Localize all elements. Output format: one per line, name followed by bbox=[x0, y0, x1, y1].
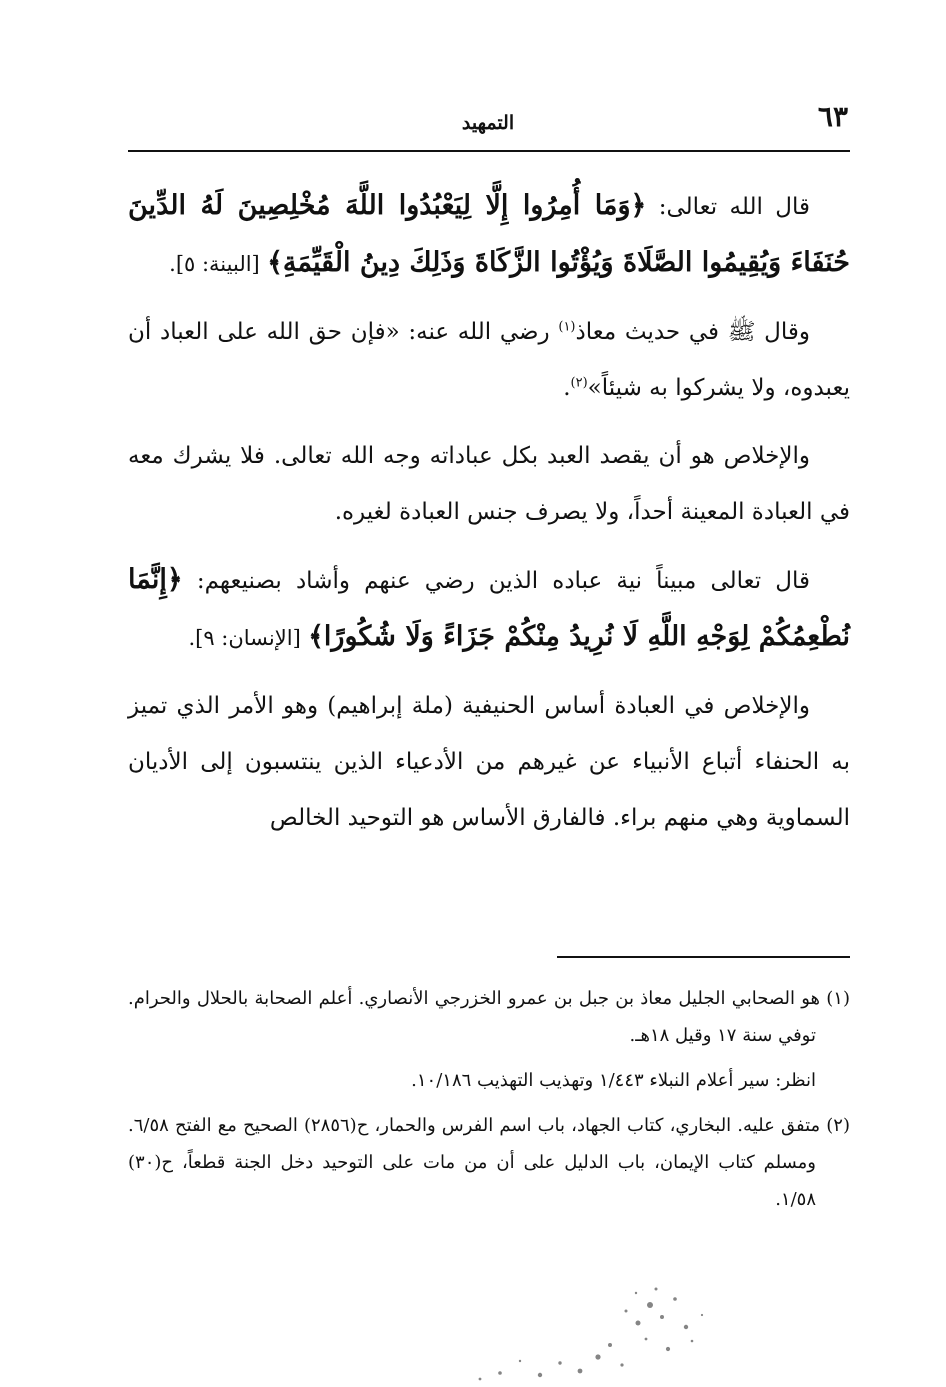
body-text bbox=[128, 178, 850, 858]
footnote-marker-1: (١) bbox=[558, 319, 576, 335]
footnote-1: (١) هو الصحابي الجليل معاذ بن جبل بن عمرو الخزرجي الأنصاري. أعلم الصحابة بالحلال والحرام. توفي سنة ١٧ وقيل ١٨هـ. bbox=[128, 988, 850, 1046]
paragraph-4 bbox=[128, 552, 850, 666]
scan-speckle-artifact bbox=[440, 1275, 760, 1387]
running-title: التمهيد bbox=[461, 112, 515, 134]
page-number: ٦٣ bbox=[817, 100, 848, 133]
footnotes bbox=[128, 980, 850, 1226]
footnote-2: (٢) متفق عليه. البخاري، كتاب الجهاد، باب اسم الفرس والحمار، ح(٢٨٥٦) الصحيح مع الفتح ٦/٥٨. ومسلم كتاب الإيمان، باب الدليل على أن من مات على التوحيد دخل الجنة قطعاً، ح(٣٠) ١/٥٨. bbox=[128, 1115, 850, 1210]
p2-text: رضي الله عنه: «فإن حق الله على العباد أن يعبدوه، ولا يشركوا به شيئاً» bbox=[128, 319, 850, 401]
quran-verse-insan: ﴿إِنَّمَا نُطْعِمُكُمْ لِوَجْهِ اللَّهِ لَا نُرِيدُ مِنْكُمْ جَزَاءً وَلَا شُكُورًا﴾ bbox=[128, 564, 850, 652]
footnote-marker-2: (٢) bbox=[570, 375, 588, 391]
p2-end: . bbox=[563, 375, 571, 401]
paragraph-3: والإخلاص هو أن يقصد العبد بكل عباداته وجه الله تعالى. فلا يشرك معه في العبادة المعينة أحداً، ولا يصرف جنس العبادة لغيره. bbox=[128, 443, 850, 525]
p4-lead: قال تعالى مبيناً نية عباده الذين رضي عنهم وأشاد بصنيعهم: bbox=[182, 568, 810, 594]
p2-lead: وقال ﷺ في حديث معاذ bbox=[575, 319, 810, 345]
page-header bbox=[128, 100, 848, 146]
footnote-separator bbox=[557, 956, 850, 958]
paragraph-1 bbox=[128, 178, 850, 292]
paragraph-2 bbox=[128, 304, 850, 416]
verse-reference-bayyina: [البينة: ٥]. bbox=[169, 252, 260, 276]
p1-lead: قال الله تعالى: bbox=[646, 194, 811, 220]
footnote-1-see-also: انظر: سير أعلام النبلاء ١/٤٤٣ وتهذيب التهذيب ١٠/١٨٦. bbox=[411, 1070, 816, 1091]
verse-reference-insan: [الإنسان: ٩]. bbox=[188, 626, 301, 650]
header-rule bbox=[128, 150, 850, 152]
paragraph-5: والإخلاص في العبادة أساس الحنيفية (ملة إبراهيم) وهو الأمر الذي تميز به الحنفاء أتباع الأنبياء عن غيرهم من الأدعياء الذين ينتسبون إلى الأديان السماوية وهي منهم براء. فالفارق الأساس هو التوحيد الخالص bbox=[128, 693, 850, 831]
quran-verse-bayyina: ﴿وَمَا أُمِرُوا إِلَّا لِيَعْبُدُوا اللَّهَ مُخْلِصِينَ لَهُ الدِّينَ حُنَفَاءَ وَيُقِيمُوا الصَّلَاةَ وَيُؤْتُوا الزَّكَاةَ وَذَلِكَ دِينُ الْقَيِّمَةِ﴾ bbox=[128, 190, 850, 278]
